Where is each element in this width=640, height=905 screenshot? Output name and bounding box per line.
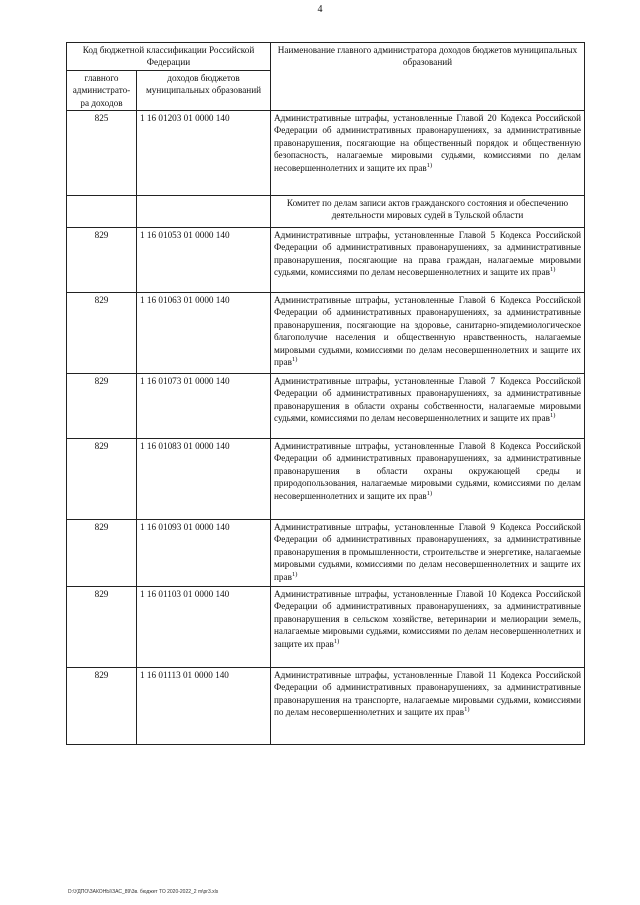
description-text: Административные штрафы, установленные Главой 11 Кодекса Российской Федерации об административных правонарушениях, за административные правонарушения на транспорте, налагаемые мировыми судьями, комиссиями по делам несовершеннолетних и защите их прав <box>274 670 581 718</box>
footnote-mark: 1) <box>549 412 556 420</box>
section-blank-cell <box>67 196 137 228</box>
admin-code-cell: 829 <box>67 439 137 520</box>
admin-code-cell: 829 <box>67 228 137 293</box>
description-cell <box>271 439 585 520</box>
income-code-cell: 1 16 01073 01 0000 140 <box>137 374 271 439</box>
description-text: Административные штрафы, установленные Главой 9 Кодекса Российской Федерации об административных правонарушениях, за административные правонарушения в промышленности, строительстве и энергетике, налагаемые мировыми судьями, комиссиями по делам несовершеннолетних и защите их прав <box>274 522 581 582</box>
admin-code-cell: 829 <box>67 520 137 587</box>
income-code-header: доходов бюджетов муниципальных образований <box>137 70 271 110</box>
section-title-cell: Комитет по делам записи актов гражданского состояния и обеспечению деятельности мировых судей в Тульской области <box>271 196 585 228</box>
table-row <box>67 587 585 668</box>
table-row <box>67 374 585 439</box>
income-code-cell: 1 16 01113 01 0000 140 <box>137 668 271 745</box>
description-text: Административные штрафы, установленные Главой 7 Кодекса Российской Федерации об административных правонарушениях, за административные правонарушения в области охраны собственности, налагаемые мировыми судьями, комиссиями по делам несовершеннолетних и защите их прав <box>274 376 581 424</box>
description-cell <box>271 668 585 745</box>
description-cell <box>271 111 585 196</box>
admin-code-cell: 829 <box>67 587 137 668</box>
description-text: Административные штрафы, установленные Главой 10 Кодекса Российской Федерации об административных правонарушениях, за административные правонарушения в сельском хозяйстве, ветеринарии и мелиорации земель, налагаемые мировыми судьями, комиссиями по делам несовершеннолетних и защите их прав <box>274 589 581 649</box>
income-code-cell: 1 16 01063 01 0000 140 <box>137 293 271 374</box>
description-cell <box>271 228 585 293</box>
income-code-cell: 1 16 01083 01 0000 140 <box>137 439 271 520</box>
description-text: Административные штрафы, установленные Главой 8 Кодекса Российской Федерации об административных правонарушениях, за административные правонарушения в области охраны окружающей среды и природопользования, налагаемые мировыми судьями, комиссиями по делам несовершеннолетних и защите их прав <box>274 441 581 501</box>
income-code-cell: 1 16 01053 01 0000 140 <box>137 228 271 293</box>
admin-code-cell: 829 <box>67 293 137 374</box>
description-text: Административные штрафы, установленные Главой 5 Кодекса Российской Федерации об административных правонарушениях, за административные правонарушения, посягающие на права граждан, налагаемые мировыми судьями, комиссиями по делам несовершеннолетних и защите их прав <box>274 230 581 278</box>
bk-code-header: Код бюджетной классификации Российской Федерации <box>67 43 271 71</box>
footnote-mark: 1) <box>291 356 298 363</box>
admin-code-cell: 829 <box>67 668 137 745</box>
income-code-cell: 1 16 01103 01 0000 140 <box>137 587 271 668</box>
admin-name-header: Наименование главного администратора доходов бюджетов муниципальных образований <box>271 43 585 111</box>
table-row <box>67 439 585 520</box>
admin-code-cell: 829 <box>67 374 137 439</box>
table-row <box>67 520 585 587</box>
table-row <box>67 111 585 196</box>
description-text: Административные штрафы, установленные Главой 20 Кодекса Российской Федерации об административных правонарушениях, за административные правонарушения, посягающие на общественный порядок и общественную безопасность, налагаемые мировыми судьями, комиссиями по делам несовершеннолетних и защите их прав <box>274 113 581 173</box>
table-row <box>67 668 585 745</box>
admin-code-cell: 825 <box>67 111 137 196</box>
description-cell <box>271 587 585 668</box>
table-row <box>67 293 585 374</box>
footnote-mark: 1) <box>426 489 433 497</box>
income-code-cell: 1 16 01093 01 0000 140 <box>137 520 271 587</box>
table-row <box>67 228 585 293</box>
budget-classification-table <box>66 42 585 745</box>
footnote-mark: 1) <box>464 706 470 714</box>
description-cell <box>271 374 585 439</box>
footnote-mark: 1) <box>333 637 340 645</box>
section-blank-cell <box>137 196 271 228</box>
description-text: Административные штрафы, установленные Главой 6 Кодекса Российской Федерации об административных правонарушениях, за административные правонарушения, посягающие на здоровье, санитарно-эпидемиологическое благополучие населения и общественную нравственность, налагаемые мировыми судьями, комиссиями по делам несовершеннолетних и защите их прав <box>274 295 581 368</box>
footnote-mark: 1) <box>291 570 298 578</box>
income-code-cell: 1 16 01203 01 0000 140 <box>137 111 271 196</box>
footer-file-path: D:\УДПО\ЗАКОНЫ\ЗАС_89\3в. бюджет ТО 2020-2022_2 m\pr3.xls <box>68 889 219 895</box>
footnote-mark: 1) <box>549 266 556 274</box>
section-row <box>67 196 585 228</box>
page-number: 4 <box>317 4 323 15</box>
description-cell <box>271 520 585 587</box>
footnote-mark: 1) <box>426 161 433 169</box>
admin-code-header: главного администрато-ра доходов <box>67 70 137 110</box>
description-cell <box>271 293 585 374</box>
table-header-row <box>67 43 585 71</box>
